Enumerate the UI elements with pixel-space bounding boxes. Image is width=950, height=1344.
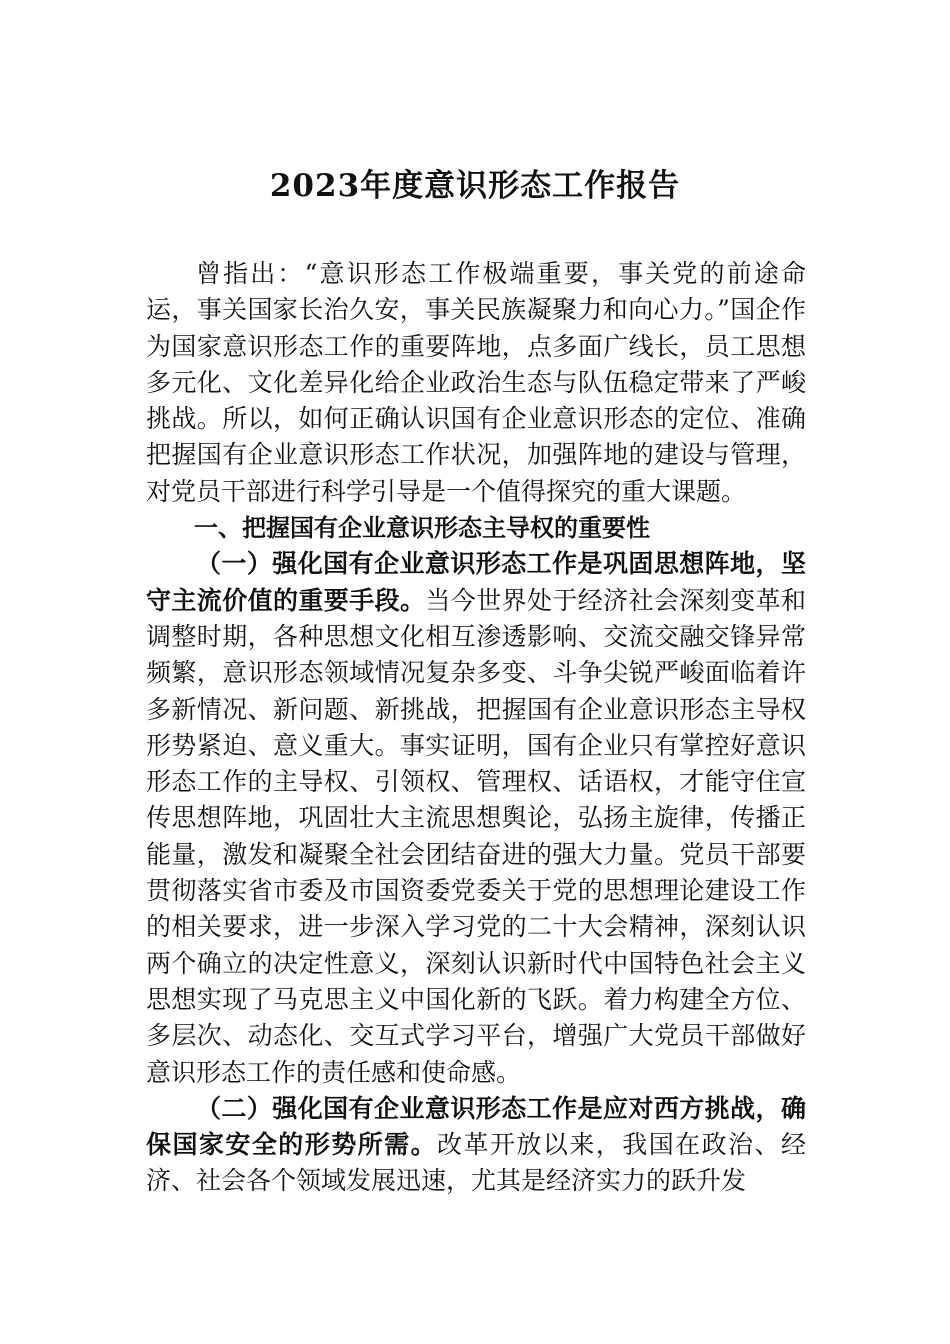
intro-paragraph: 曾指出：“意识形态工作极端重要，事关党的前途命运，事关国家长治久安，事关民族凝聚力和向心力。”国企作为国家意识形态工作的重要阵地，点多面广线长，员工思想多元化、文化差异化给企业政治生态与队伍稳定带来了严峻挑战。所以，如何正确认识国有企业意识形态的定位、准确把握国有企业意识形态工作状况，加强阵地的建设与管理，对党员干部进行科学引导是一个值得探究的重大课题。: [146, 259, 806, 506]
paragraph-1: [146, 546, 806, 1090]
paragraph-2: [146, 1091, 806, 1200]
paragraph-2-lead: （二）强化国有企业意识形态工作是应对西方挑战，确保国家安全的形势所需。: [146, 1093, 806, 1160]
paragraph-1-lead: （一）强化国有企业意识形态工作是巩固思想阵地，坚守主流价值的重要手段。: [146, 549, 806, 615]
paragraph-1-body: 当今世界处于经济社会深刻变革和调整时期，各种思想文化相互渗透影响、交流交融交锋异常频繁，意识形态领域情况复杂多变、斗争尖锐严峻面临着许多新情况、新问题、新挑战，把握国有企业意识形态主导权形势紧迫、意义重大。事实证明，国有企业只有掌控好意识形态工作的主导权、引领权、管理权、话语权，才能守住宣传思想阵地，巩固壮大主流思想舆论，弘扬主旋律，传播正能量，激发和凝聚全社会团结奋进的强大力量。党员干部要贯彻落实省市委及市国资委党委关于党的思想理论建设工作的相关要求，进一步深入学习党的二十大会精神，深刻认识两个确立的决定性意义，深刻认识新时代中国特色社会主义思想实现了马克思主义中国化新的飞跃。着力构建全方位、多层次、动态化、交互式学习平台，增强广大党员干部做好意识形态工作的责任感和使命感。: [146, 585, 806, 1087]
document-body: [146, 256, 806, 1200]
paragraph-2-body: 改革开放以来，我国在政治、经济、社会各个领域发展迅速，尤其是经济实力的跃升发: [146, 1130, 806, 1196]
section-heading-1: 一、把握国有企业意识形态主导权的重要性: [194, 514, 650, 543]
document-title: 2023年度意识形态工作报告: [269, 168, 681, 204]
